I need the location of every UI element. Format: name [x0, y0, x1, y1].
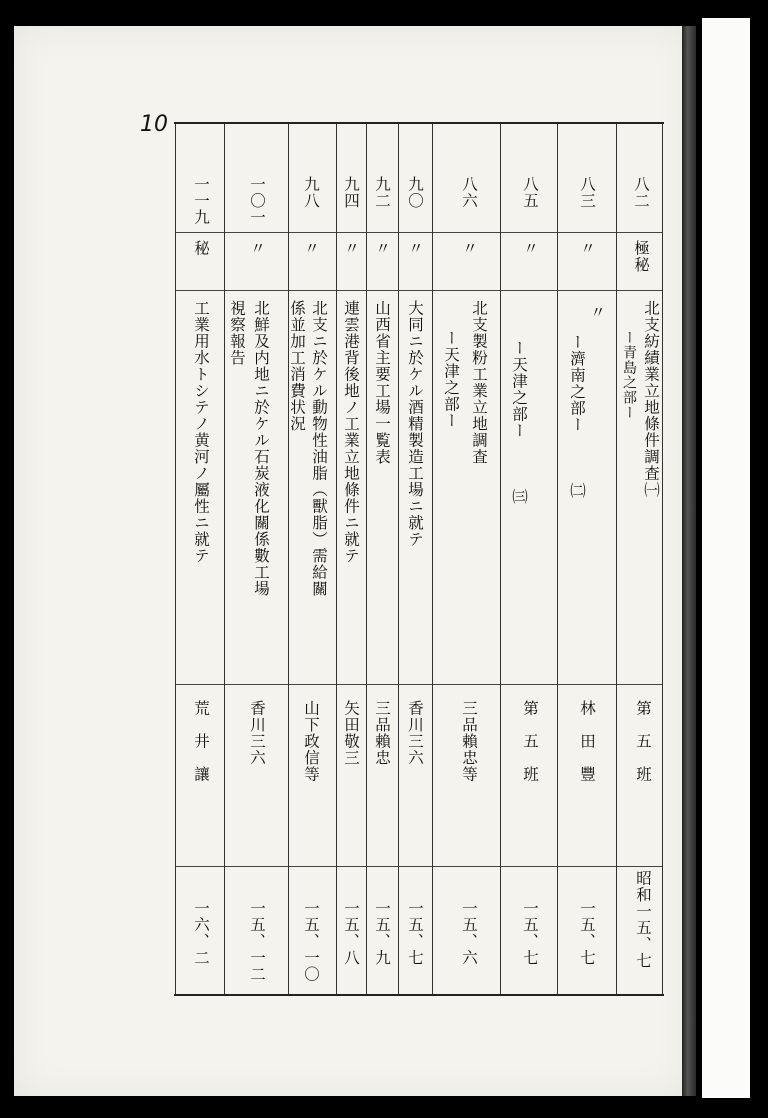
classification: 〃: [406, 240, 424, 257]
record-number: 一一九: [192, 176, 210, 226]
column-separator-author: [176, 866, 662, 867]
classification: 〃: [302, 240, 320, 257]
binding-spine: [682, 26, 696, 1096]
row-separator: [500, 124, 501, 994]
record-title: 工業用水トシテノ黄河ノ屬性ニ就テ: [192, 300, 210, 564]
date: 一五、八: [342, 900, 360, 966]
row-separator: [224, 124, 225, 994]
record-subtitle: ー青島之部ー: [621, 330, 637, 420]
author: 三品賴忠: [373, 700, 391, 766]
record-subtitle: ー天津之部ー: [442, 330, 460, 429]
date: 一五、一二: [248, 900, 266, 983]
column-separator-class: [176, 290, 662, 291]
record-title: 連雲港背後地ノ工業立地條件ニ就テ: [342, 300, 360, 564]
date: 一五、九: [373, 900, 391, 966]
classification: 〃: [373, 240, 391, 257]
author: 第 五 班: [634, 700, 652, 783]
date: 一五、六: [460, 900, 478, 966]
date: 昭和一五、七: [634, 870, 652, 969]
author: 林 田 豐: [578, 700, 596, 783]
date: 一五、一〇: [302, 900, 320, 983]
row-separator: [175, 124, 176, 994]
record-title: 北鮮及内地ニ於ケル石炭液化關係數工場: [252, 300, 270, 597]
record-title: 北支製粉工業立地調査: [470, 300, 488, 465]
row-separator: [432, 124, 433, 994]
row-separator: [336, 124, 337, 994]
classification: 極秘: [632, 240, 650, 273]
record-subtitle: ー濟南之部ー ㈡: [568, 334, 586, 499]
date: 一五、七: [521, 900, 539, 966]
adjacent-page-edge: [702, 18, 750, 1098]
row-separator: [288, 124, 289, 994]
row-separator: [398, 124, 399, 994]
record-title: 〃: [588, 304, 606, 321]
record-number: 八六: [460, 176, 478, 209]
record-title-continued: 視察報告: [228, 300, 246, 366]
author: 荒 井 讓: [192, 700, 210, 783]
row-separator: [616, 124, 617, 994]
date: 一五、七: [406, 900, 424, 966]
record-number: 八二: [632, 176, 650, 209]
row-separator: [557, 124, 558, 994]
column-separator-title: [176, 684, 662, 685]
classification: 〃: [578, 240, 596, 257]
row-separator: [366, 124, 367, 994]
record-number: 八五: [521, 176, 539, 209]
record-title: 北支ニ於ケル動物性油脂（獸脂）需給關: [310, 300, 328, 597]
date: 一五、七: [578, 900, 596, 966]
date: 一六、二: [192, 900, 210, 966]
table-top-rule: [174, 122, 664, 124]
record-number: 九四: [342, 176, 360, 209]
record-number: 九八: [302, 176, 320, 209]
record-number: 九〇: [406, 176, 424, 209]
record-title: ー天津之部ー ㈢: [510, 340, 528, 505]
record-title: 山西省主要工場一覧表: [373, 300, 391, 465]
record-number: 一〇一: [248, 176, 266, 226]
classification: 秘: [192, 240, 210, 257]
record-number: 八三: [578, 176, 596, 209]
column-separator-no: [176, 232, 662, 233]
author: 香川三六: [406, 700, 424, 766]
author: 山下政信等: [302, 700, 320, 783]
classification: 〃: [460, 240, 478, 257]
record-title-continued: 係並加工消費状況: [288, 300, 306, 432]
classification: 〃: [248, 240, 266, 257]
author: 三品賴忠等: [460, 700, 478, 783]
author: 香川三六: [248, 700, 266, 766]
table-bottom-rule: [174, 994, 664, 996]
author: 第 五 班: [521, 700, 539, 783]
classification: 〃: [521, 240, 539, 257]
author: 矢田敬三: [342, 700, 360, 766]
record-title: 北支紡績業立地條件調査㈠: [642, 300, 660, 498]
record-number: 九二: [373, 176, 391, 209]
row-separator: [662, 124, 663, 994]
page-number: 10: [140, 112, 168, 137]
record-title: 大同ニ於ケル酒精製造工場ニ就テ: [406, 300, 424, 548]
classification: 〃: [342, 240, 360, 257]
